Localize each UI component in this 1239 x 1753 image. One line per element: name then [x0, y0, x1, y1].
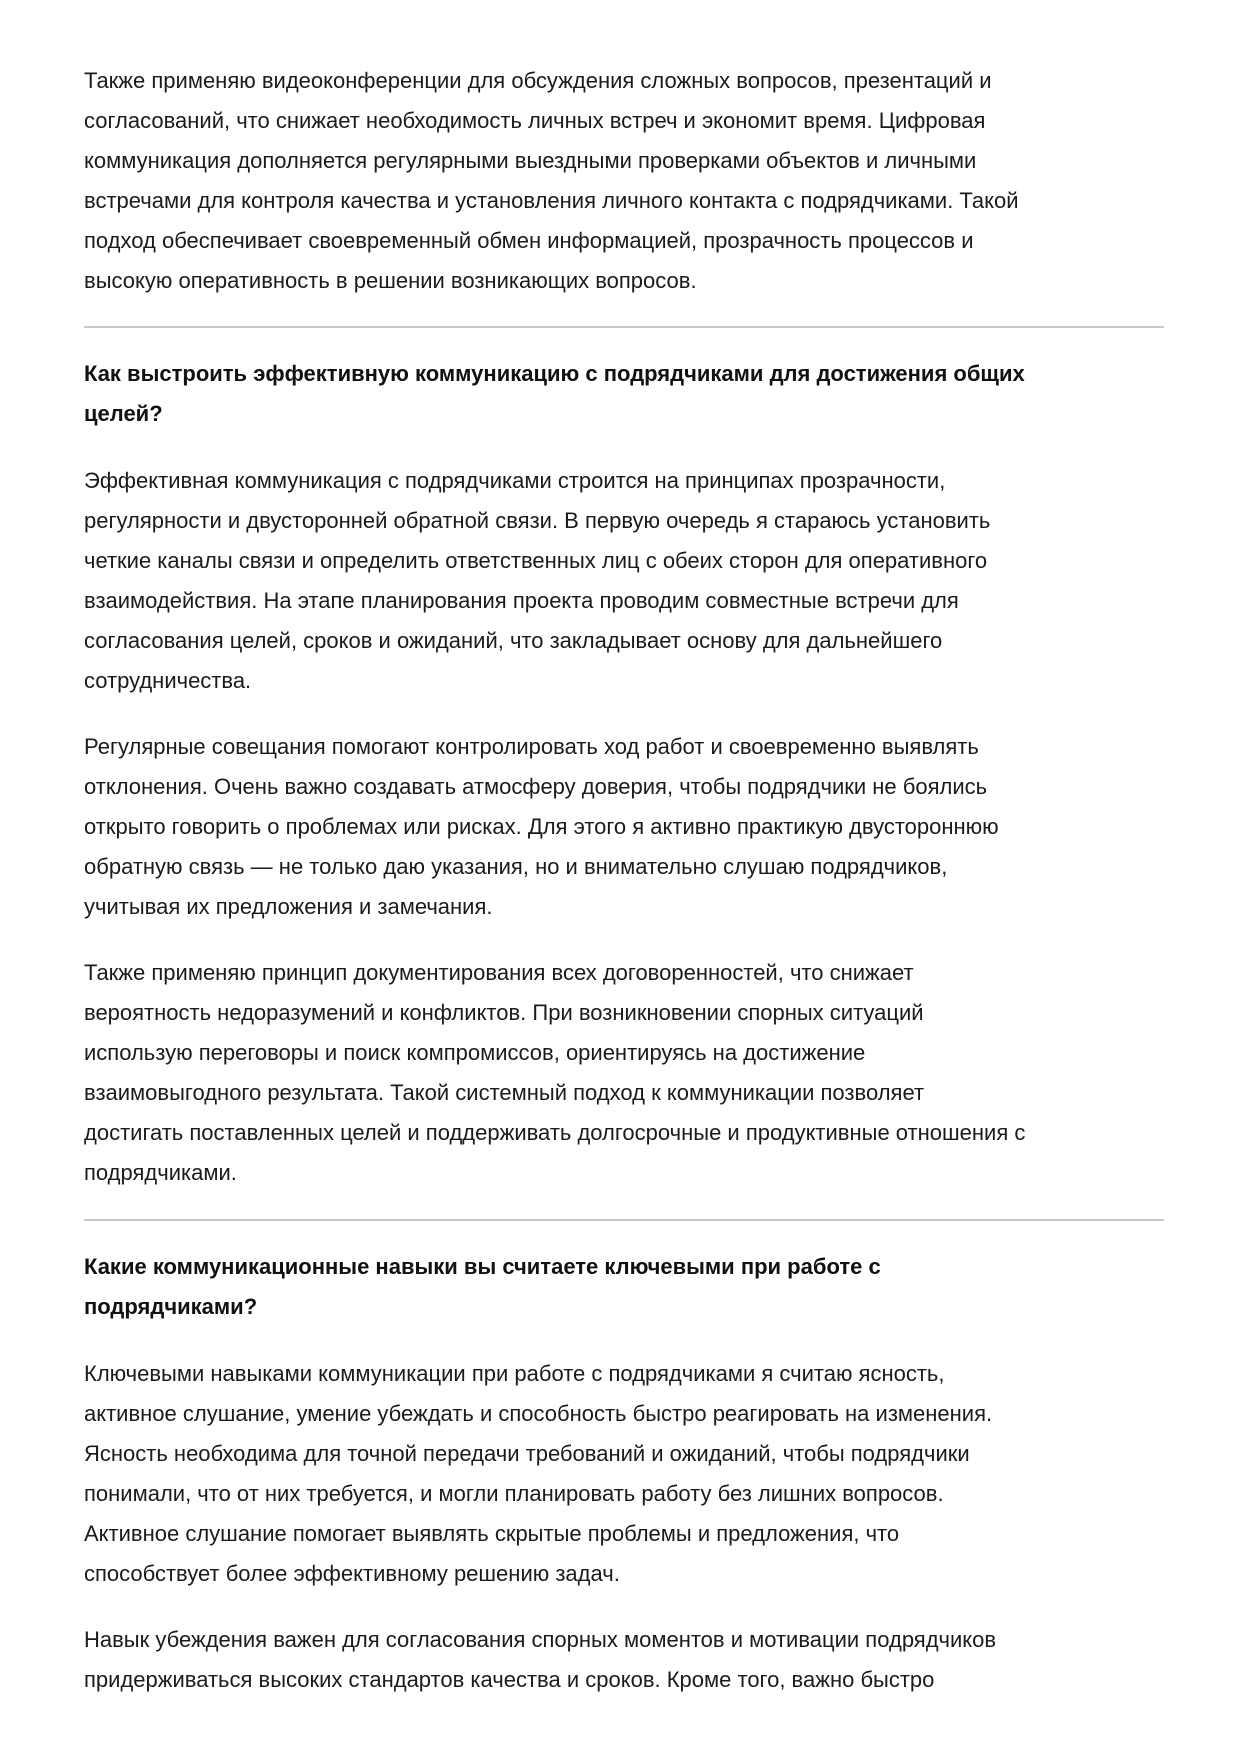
paragraph-line: способствует более эффективному решению задач.	[84, 1561, 620, 1586]
paragraph-line: подход обеспечивает своевременный обмен информацией, прозрачность процессов и	[84, 228, 974, 253]
answer-paragraph	[84, 1620, 1174, 1700]
paragraph-line: подрядчиками.	[84, 1160, 237, 1185]
paragraph-line: согласований, что снижает необходимость личных встреч и экономит время. Цифровая	[84, 108, 986, 133]
paragraph-line: Также применяю видеоконференции для обсуждения сложных вопросов, презентаций и	[84, 68, 992, 93]
paragraph-line: Активное слушание помогает выявлять скрытые проблемы и предложения, что	[84, 1521, 900, 1546]
paragraph-line: обратную связь — не только даю указания, но и внимательно слушаю подрядчиков,	[84, 854, 948, 879]
paragraph-line: активное слушание, умение убеждать и способность быстро реагировать на изменения.	[84, 1401, 993, 1426]
answer-paragraph	[84, 1354, 1174, 1594]
paragraph-line: Навык убеждения важен для согласования спорных моментов и мотивации подрядчиков	[84, 1627, 997, 1652]
paragraph-line: Также применяю принцип документирования всех договоренностей, что снижает	[84, 960, 914, 985]
paragraph-line: сотрудничества.	[84, 668, 252, 693]
heading-line: целей?	[84, 401, 163, 426]
question-heading	[84, 1247, 1174, 1327]
paragraph-line: Ключевыми навыками коммуникации при работе с подрядчиками я считаю ясность,	[84, 1361, 945, 1386]
answer-paragraph	[84, 727, 1174, 927]
section-divider	[84, 326, 1164, 328]
section-divider	[84, 1219, 1164, 1221]
paragraph-line: Ясность необходима для точной передачи требований и ожиданий, чтобы подрядчики	[84, 1441, 970, 1466]
paragraph-line: учитывая их предложения и замечания.	[84, 894, 493, 919]
paragraph-line: регулярности и двусторонней обратной связи. В первую очередь я стараюсь установить	[84, 508, 991, 533]
paragraph-line: использую переговоры и поиск компромиссов, ориентируясь на достижение	[84, 1040, 866, 1065]
paragraph-line: понимали, что от них требуется, и могли планировать работу без лишних вопросов.	[84, 1481, 944, 1506]
paragraph-line: согласования целей, сроков и ожиданий, что закладывает основу для дальнейшего	[84, 628, 943, 653]
heading-line: Какие коммуникационные навыки вы считаете ключевыми при работе с	[84, 1254, 881, 1279]
question-heading	[84, 354, 1174, 434]
paragraph-line: взаимодействия. На этапе планирования проекта проводим совместные встречи для	[84, 588, 959, 613]
answer-paragraph	[84, 953, 1174, 1193]
paragraph-line: достигать поставленных целей и поддерживать долгосрочные и продуктивные отношения с	[84, 1120, 1026, 1145]
paragraph-line: коммуникация дополняется регулярными выездными проверками объектов и личными	[84, 148, 977, 173]
answer-paragraph	[84, 61, 1174, 301]
paragraph-line: открыто говорить о проблемах или рисках. Для этого я активно практикую двустороннюю	[84, 814, 999, 839]
paragraph-line: Регулярные совещания помогают контролировать ход работ и своевременно выявлять	[84, 734, 979, 759]
paragraph-line: отклонения. Очень важно создавать атмосферу доверия, чтобы подрядчики не боялись	[84, 774, 988, 799]
heading-line: Как выстроить эффективную коммуникацию с подрядчиками для достижения общих	[84, 361, 1025, 386]
answer-paragraph	[84, 461, 1174, 701]
heading-line: подрядчиками?	[84, 1294, 258, 1319]
paragraph-line: высокую оперативность в решении возникающих вопросов.	[84, 268, 697, 293]
paragraph-line: придерживаться высоких стандартов качества и сроков. Кроме того, важно быстро	[84, 1667, 935, 1692]
paragraph-line: Эффективная коммуникация с подрядчиками строится на принципах прозрачности,	[84, 468, 946, 493]
paragraph-line: встречами для контроля качества и установления личного контакта с подрядчиками. Такой	[84, 188, 1019, 213]
paragraph-line: четкие каналы связи и определить ответственных лиц с обеих сторон для оперативного	[84, 548, 988, 573]
paragraph-line: взаимовыгодного результата. Такой системный подход к коммуникации позволяет	[84, 1080, 925, 1105]
paragraph-line: вероятность недоразумений и конфликтов. При возникновении спорных ситуаций	[84, 1000, 924, 1025]
